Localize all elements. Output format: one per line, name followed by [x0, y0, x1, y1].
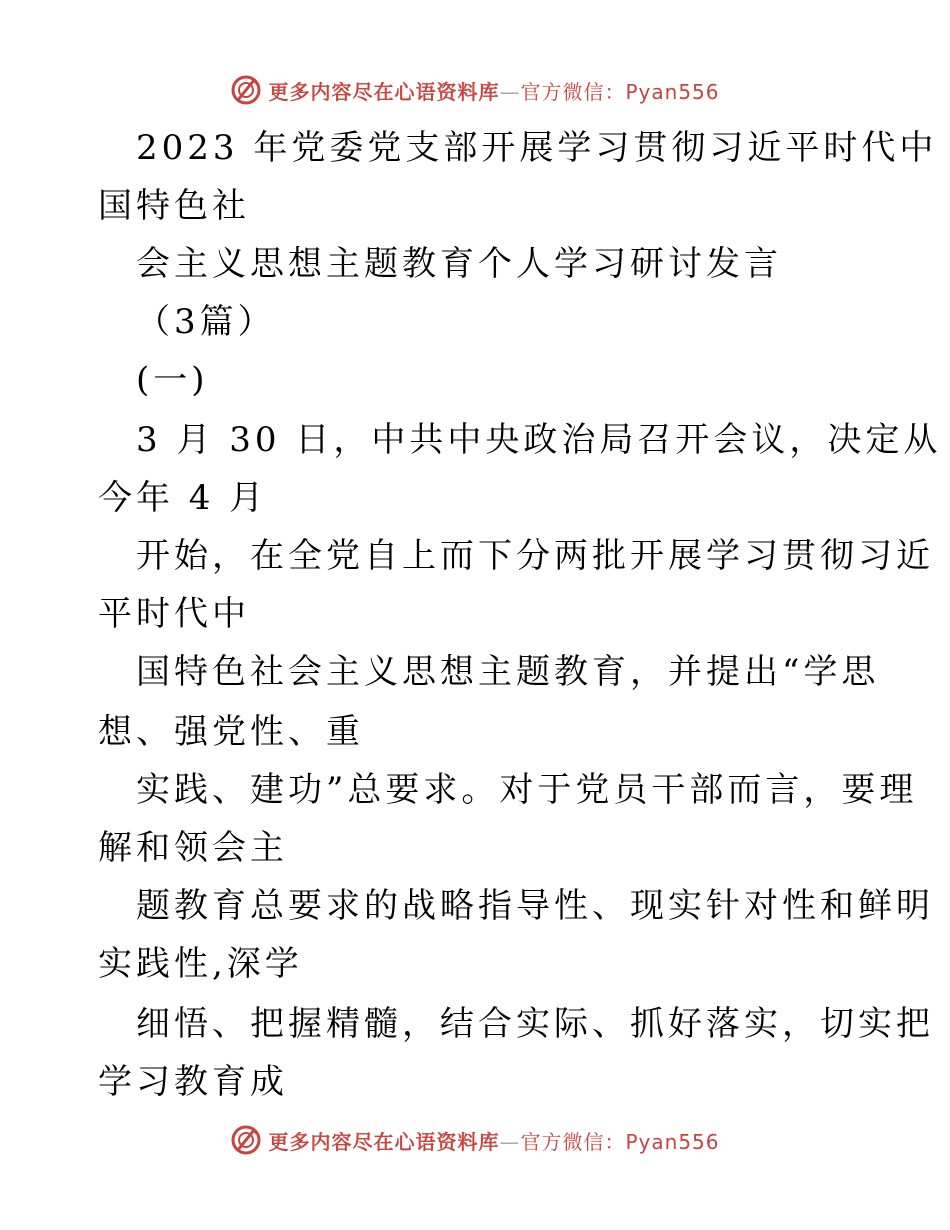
brand-logo-icon	[230, 1124, 262, 1156]
banner-separator: —	[499, 79, 521, 104]
paragraph-line: 题教育总要求的战略指导性、现实针对性和鲜明	[136, 886, 934, 926]
brand-logo-icon	[230, 74, 262, 106]
paragraph-line: 实践、建功”总要求。对于党员干部而言，要理	[136, 770, 918, 810]
paragraph-line: 开始，在全党自上而下分两批开展学习贯彻习近	[136, 536, 934, 576]
paragraph-line: 学习教育成	[98, 1062, 288, 1102]
paragraph-line: 国特色社会主义思想主题教育，并提出“学思	[136, 652, 880, 692]
banner-wechat-id: Pyan556	[625, 1129, 720, 1154]
header-watermark-banner	[0, 70, 950, 110]
paragraph-line: 平时代中	[98, 594, 250, 634]
footer-watermark-banner	[0, 1120, 950, 1160]
section-heading: (一)	[136, 360, 209, 400]
banner-brand-text: 更多内容尽在心语资料库	[268, 1129, 500, 1154]
banner-wechat-label: 官方微信：	[520, 1129, 626, 1154]
paragraph-line: 实践性,深学	[98, 944, 303, 984]
paragraph-line: 解和领会主	[98, 828, 288, 868]
title-line-1: 2023 年党委党支部开展学习贯彻习近平时代中	[136, 128, 938, 168]
paragraph-line: 3 月 30 日，中共中央政治局召开会议，决定从	[136, 420, 942, 460]
paragraph-line: 想、强党性、重	[98, 712, 364, 752]
banner-brand-text: 更多内容尽在心语资料库	[268, 79, 500, 104]
banner-wechat-label: 官方微信：	[520, 79, 626, 104]
title-line-3: 会主义思想主题教育个人学习研讨发言	[136, 244, 782, 284]
paragraph-line: 细悟、把握精髓，结合实际、抓好落实，切实把	[136, 1004, 934, 1044]
banner-separator: —	[499, 1129, 521, 1154]
banner-wechat-id: Pyan556	[625, 79, 720, 104]
title-line-2: 国特色社	[98, 186, 250, 226]
title-line-4: （3篇）	[136, 302, 276, 342]
paragraph-line: 今年 4 月	[98, 478, 268, 518]
